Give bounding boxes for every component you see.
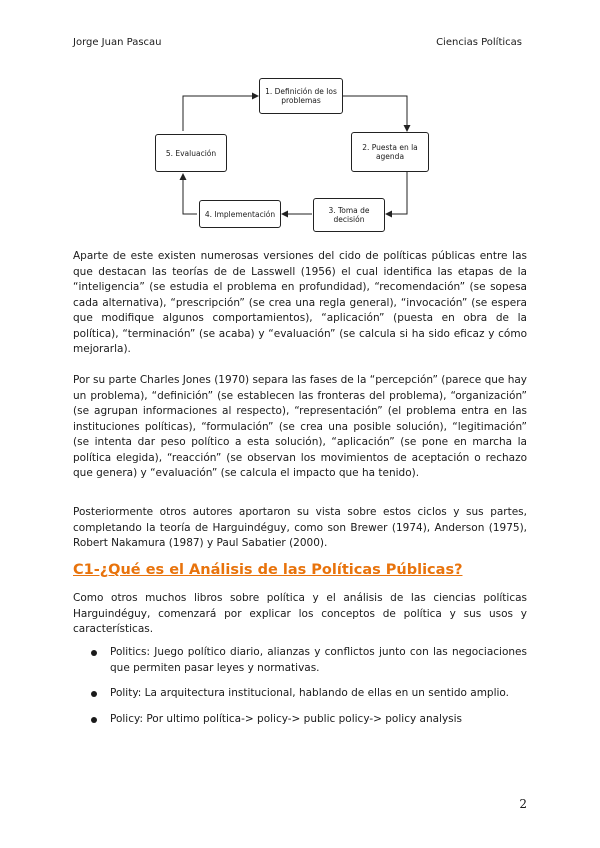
paragraph-other-authors: Posteriormente otros autores aportaron su vista sobre estos ciclos y sus partes, completando la teoría de Harguindéguy, como son Brewer (1974), Anderson (1975), Robert Nakamura (1987) y Paul Sabatier (2000). <box>73 506 527 549</box>
concepts-list <box>90 645 527 737</box>
list-item <box>90 712 527 728</box>
arrow-4-to-5 <box>183 174 197 214</box>
paragraph-jones: Por su parte Charles Jones (1970) separa las fases de la “percepción” (parece que hay un problema), “definición” (se establecen las fronteras del problema), “organización” (se agrupan informaciones al respecto), “representación” (el problema entra en las instituciones políticas), “formulación” (se crea una posible solución), “legitimación” (se intenta dar peso político a esta solución), “aplicación” (se pone en marcha la política elegida), “reacción” (se observan los movimientos de aceptación o rechazo que genera) y “evaluación” (se calcula el impacto que ha tenido). <box>73 374 528 479</box>
paragraph-lasswell: Aparte de este existen numerosas versiones del cido de políticas públicas entre las que destacan las teorías de de Lasswell (1956) el cual identifica las etapas de la “inteligencia” (se estudia el problema en profundidad), “recomendación” (se sopesa cada alternativa), “prescripción” (se crea una regla general), “invocación” (se espera que modifique algunos comportamientos), “aplicación” (puesta en obra de la política), “terminación” (se acaba) y “evaluación” (se calcula si ha sido eficaz y cómo mejorarla). <box>73 250 527 355</box>
step-1-box: 1. Definición de los problemas <box>259 78 343 114</box>
section-heading: C1-¿Qué es el Análisis de las Políticas Públicas? <box>73 562 463 578</box>
policy-cycle-diagram <box>155 76 435 246</box>
bullet-politics: Politics: Juego político diario, alianzas y conflictos junto con las negociaciones que permiten pasar leyes y normativas. <box>110 646 527 674</box>
arrow-1-to-2 <box>343 96 407 131</box>
page-number: 2 <box>519 797 527 811</box>
step-5-box: 5. Evaluación <box>155 134 227 172</box>
bullet-polity: Polity: La arquitectura institucional, hablando de ellas en un sentido amplio. <box>110 687 510 699</box>
bullet-dot <box>91 650 97 656</box>
step-2-box: 2. Puesta en la agenda <box>351 132 429 172</box>
paragraph-intro: Como otros muchos libros sobre política y el análisis de las ciencias políticas Harguindéguy, comenzará por explicar los conceptos de política y sus usos y características. <box>73 592 527 635</box>
arrow-5-to-1 <box>183 96 258 131</box>
arrow-2-to-3 <box>386 172 407 214</box>
header-author: Jorge Juan Pascau <box>73 37 162 48</box>
list-item <box>90 645 527 676</box>
step-4-box: 4. Implementación <box>199 200 281 228</box>
bullet-dot <box>91 717 97 723</box>
bullet-dot <box>91 691 97 697</box>
header-subject: Ciencias Políticas <box>436 37 522 48</box>
step-3-box: 3. Toma de decisión <box>313 198 385 232</box>
list-item <box>90 686 527 702</box>
bullet-policy: Policy: Por ultimo política-> policy-> public policy-> policy analysis <box>110 712 463 725</box>
